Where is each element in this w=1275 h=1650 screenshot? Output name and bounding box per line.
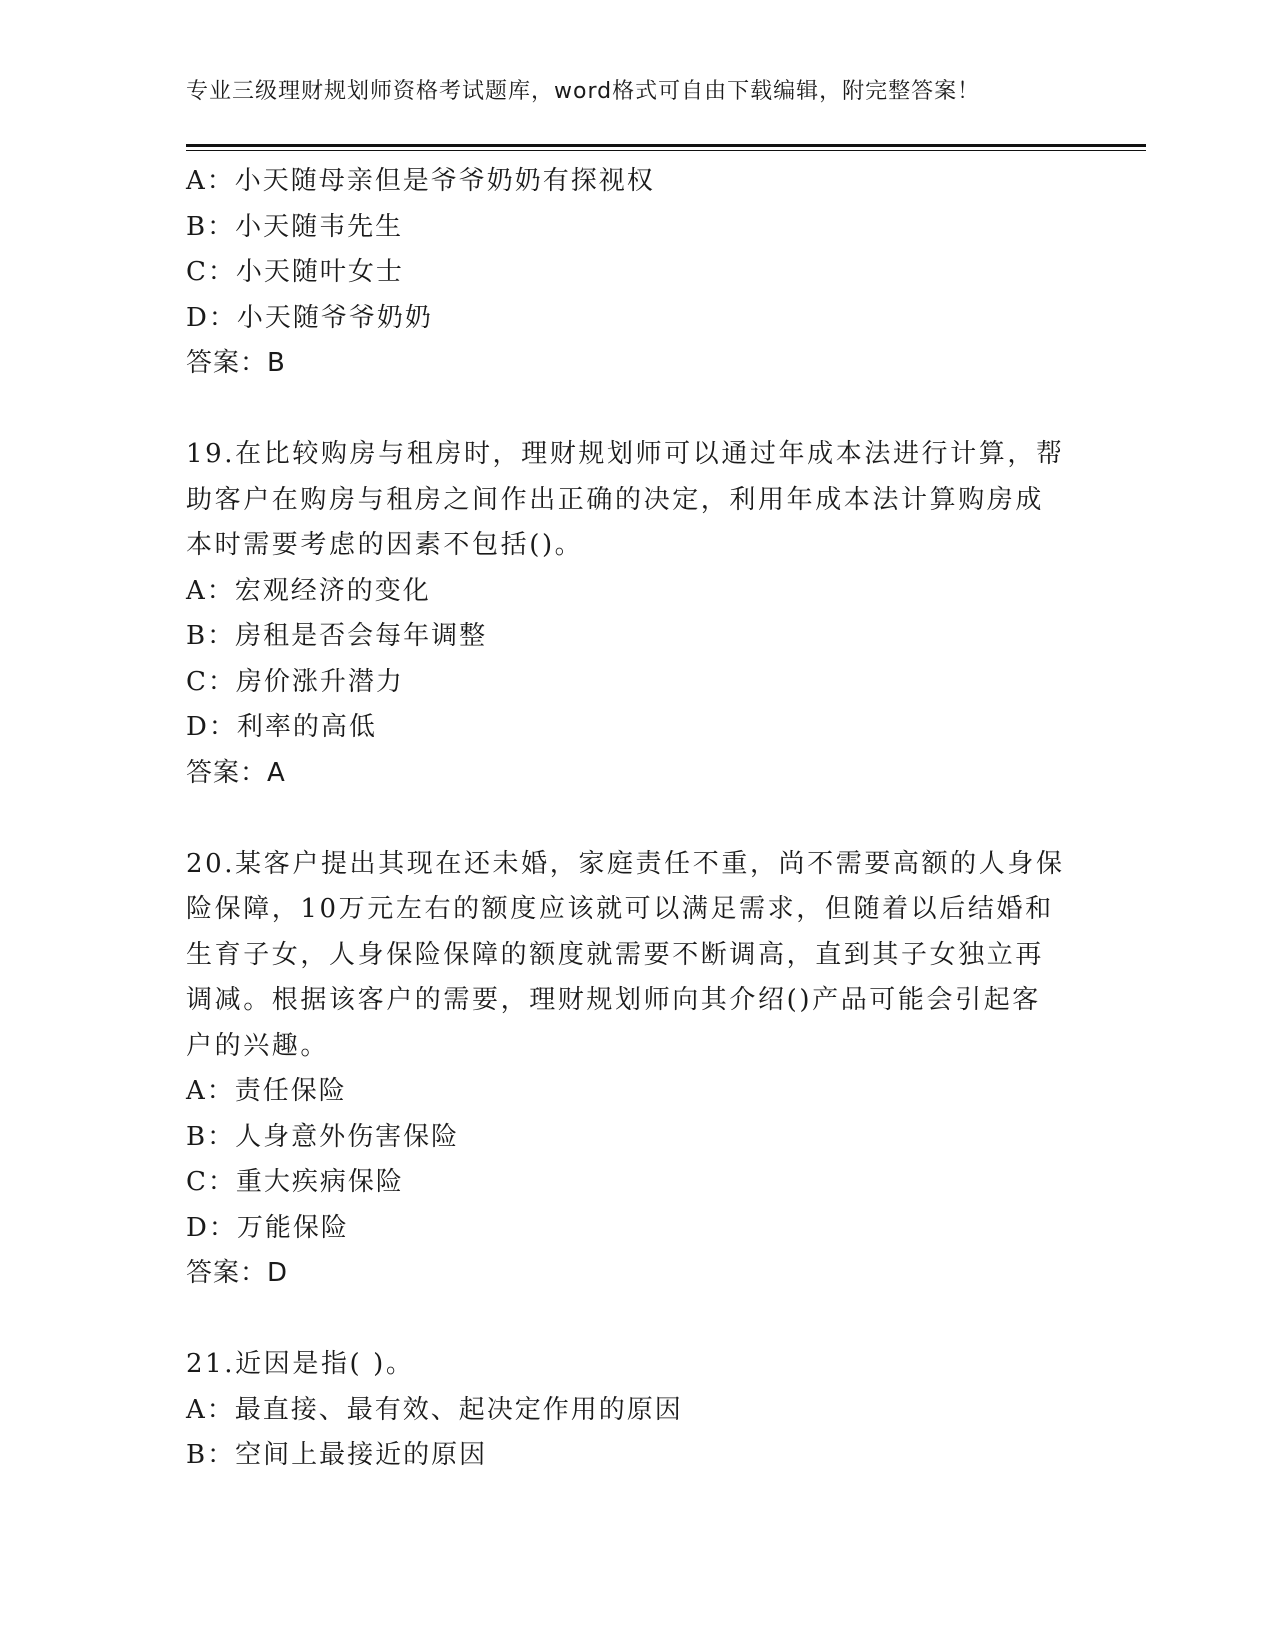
spacer [186,1297,1086,1343]
question-stem [186,432,1066,569]
stem-line: 调减。根据该客户的需要，理财规划师向其介绍()产品可能会引起客 [186,985,1041,1015]
header-rule-thin [186,150,1146,151]
document-header: 专业三级理财规划师资格考试题库，word格式可自由下载编辑，附完整答案！ [186,79,981,104]
question-stem [186,842,1066,1070]
option-d: D：小天随爷爷奶奶 [186,302,433,333]
answer-label: 答案：B [186,348,286,378]
question-21 [186,1342,1086,1479]
option-a: A：责任保险 [186,1076,347,1106]
spacer [186,387,1086,433]
option-b: B：小天随韦先生 [186,211,404,242]
stem-line: 本时需要考虑的因素不包括()。 [186,530,584,560]
stem-line: 20.某客户提出其现在还未婚，家庭责任不重，尚不需要高额的人身保 [186,848,1065,879]
header-rule-thick [186,144,1146,147]
option-a: A：宏观经济的变化 [186,575,431,606]
question-19 [186,432,1086,796]
answer-label: 答案：D [186,1258,289,1288]
stem-line: 户的兴趣。 [186,1030,330,1061]
option-b: B：房租是否会每年调整 [186,621,488,651]
option-c: C：房价涨升潜力 [186,666,404,697]
question-list [186,159,1086,1479]
question-stem [186,1342,1066,1388]
spacer [186,796,1086,842]
question-20 [186,842,1086,1297]
answer-label: 答案：A [186,757,286,788]
stem-line: 助客户在购房与租房之间作出正确的决定，利用年成本法计算购房成 [186,484,1045,515]
option-b: B：人身意外伤害保险 [186,1121,460,1152]
option-d: D：万能保险 [186,1212,349,1243]
option-d: D：利率的高低 [186,712,377,742]
option-c: C：小天随叶女士 [186,257,404,287]
stem-line: 生育子女，人身保险保障的额度就需要不断调高，直到其子女独立再 [186,939,1045,970]
stem-line: 险保障，10万元左右的额度应该就可以满足需求，但随着以后结婚和 [186,894,1054,924]
option-a: A：最直接、最有效、起决定作用的原因 [186,1394,683,1425]
option-c: C：重大疾病保险 [186,1167,404,1197]
stem-line: 21.近因是指( )。 [186,1349,415,1379]
stem-line: 19.在比较购房与租房时，理财规划师可以通过年成本法进行计算，帮 [186,439,1065,469]
question-18 [186,159,1086,387]
option-b: B：空间上最接近的原因 [186,1440,488,1470]
option-a: A：小天随母亲但是爷爷奶奶有探视权 [186,166,655,196]
